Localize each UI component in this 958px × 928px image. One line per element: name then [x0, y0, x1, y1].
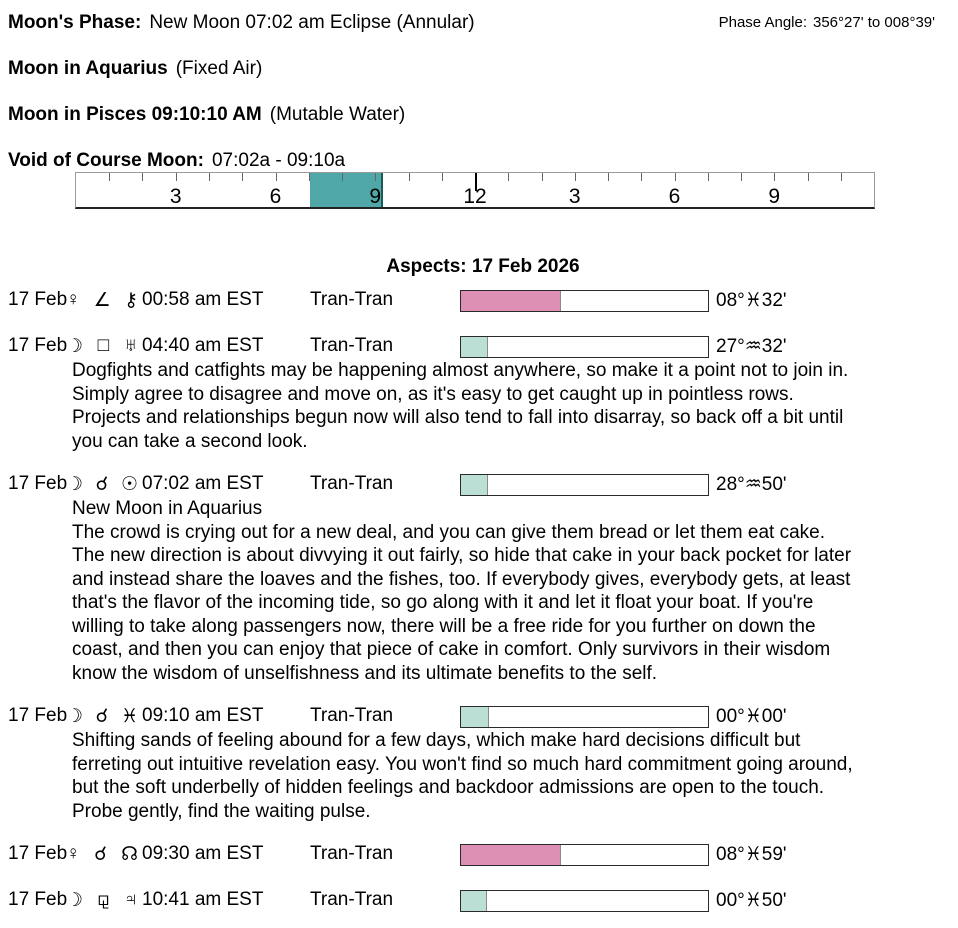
hour-tick [841, 173, 842, 181]
aspect-time: 10:41 am EST [142, 889, 264, 910]
aspect-note-line: Dogfights and catfights may be happening almost anywhere, so make it a point not to join in. [72, 360, 849, 381]
phase-angle [719, 14, 935, 31]
aspect-row [8, 843, 958, 865]
aspect-strength-bar-fill [461, 707, 489, 727]
uranus-glyph: ♅ [123, 335, 138, 356]
aspect-date: 17 Feb [8, 843, 68, 864]
aspect-position: 08°♓32' [716, 290, 787, 311]
aspect-strength-bar-fill [461, 845, 561, 865]
hour-label: 3 [568, 185, 581, 208]
chiron-glyph: ⚷ [124, 290, 138, 311]
hour-label: 9 [768, 185, 781, 208]
sun-glyph: ☉ [120, 474, 138, 495]
moon-sign-line-1 [8, 58, 958, 80]
aspect-note-line: Simply agree to disagree and move on, as it's easy to get caught up in pointless rows. [72, 383, 794, 405]
hour-tick [242, 173, 243, 181]
aspect-row [8, 705, 958, 823]
moon-glyph: ☽ [66, 474, 84, 495]
aspect-glyphs [66, 889, 138, 912]
aspect-chart-type: Tran-Tran [310, 289, 394, 310]
venus-glyph: ♀ [66, 843, 81, 864]
aspect-row [8, 289, 958, 311]
moon-sign-2-label: Moon in Pisces 09:10:10 AM [8, 104, 262, 125]
conjunction-glyph: ☌ [94, 844, 108, 865]
aspect-strength-bar-fill [461, 891, 487, 911]
hour-tick [708, 173, 709, 181]
hour-tick [641, 173, 642, 181]
voc-timeline [75, 172, 875, 209]
aspect-time: 04:40 am EST [142, 335, 264, 356]
moon-glyph: ☽ [66, 336, 84, 357]
square-glyph: □ [97, 335, 110, 356]
moons-phase-label: Moon's Phase: [8, 12, 142, 33]
aspect-date: 17 Feb [8, 705, 68, 726]
aspect-glyphs [66, 843, 138, 866]
aspect-time: 09:30 am EST [142, 843, 264, 864]
aspect-note-line: New Moon in Aquarius [72, 498, 263, 519]
hour-tick [608, 173, 609, 181]
aspect-chart-type: Tran-Tran [310, 843, 394, 864]
moon-sign-1-value: (Fixed Air) [175, 58, 263, 79]
aspect-strength-bar [460, 474, 709, 496]
aspect-strength-bar [460, 706, 709, 728]
voc-value: 07:02a - 09:10a [211, 150, 346, 171]
aspect-strength-bar [460, 290, 709, 312]
phase-angle-label: Phase Angle: [718, 14, 807, 31]
aspect-chart-type: Tran-Tran [310, 889, 394, 910]
aspect-time: 07:02 am EST [142, 473, 264, 494]
aspect-strength-bar [460, 336, 709, 358]
aspect-strength-bar [460, 844, 709, 866]
aspect-note-line: coast, and then you can enjoy that piece of cake in comfort. Only survivors in their wisdom [72, 639, 831, 660]
hour-tick [209, 173, 210, 181]
aspect-rows-container [8, 289, 958, 911]
aspect-glyphs [66, 705, 138, 728]
hour-tick [675, 173, 676, 181]
aspect-glyphs [66, 473, 138, 496]
aspect-row [8, 473, 958, 685]
sesquiquadrate-glyph: ⚼ [96, 889, 110, 910]
hour-tick [342, 173, 343, 181]
hour-tick [442, 173, 443, 181]
aspect-strength-bar [460, 890, 709, 912]
hour-label: 3 [169, 185, 182, 208]
aspect-note-line: and instead share the loaves and the fishes, too. If everybody gives, everybody gets, at least [72, 568, 851, 590]
venus-glyph: ♀ [66, 289, 81, 310]
conjunction-glyph: ☌ [95, 706, 109, 727]
aspect-line [8, 889, 958, 911]
aspect-time: 09:10 am EST [142, 705, 264, 726]
aspect-position: 08°♓59' [716, 844, 787, 865]
aspect-position: 28°♒50' [716, 474, 787, 495]
voc-label: Void of Course Moon: [8, 150, 204, 171]
aspect-line [8, 705, 958, 727]
hour-tick [309, 173, 310, 181]
aspect-chart-type: Tran-Tran [310, 473, 394, 494]
aspect-position: 27°♒32' [716, 336, 787, 357]
hour-tick [409, 173, 410, 181]
pisces-glyph: ♓ [120, 706, 138, 727]
aspect-strength-bar-fill [461, 291, 561, 311]
aspect-note-line: know the wisdom of unselfishness and its ultimate benefits to the self. [72, 662, 658, 684]
aspect-note-line: but the soft underbelly of hidden feelings and backdoor admissions are open to the touch. [72, 777, 825, 798]
aspect-note-line: The crowd is crying out for a new deal, and you can give them bread or let them eat cake. [72, 521, 826, 543]
hour-label: 6 [668, 185, 681, 208]
aspect-glyphs [66, 289, 138, 312]
aspect-note-line: The new direction is about divvying it out fairly, so hide that cake in your back pocket for later [72, 545, 852, 566]
aspect-note-line: Projects and relationships begun now will also tend to fall into disarray, so back off a bit until [72, 407, 844, 428]
aspect-note-line: that's the flavor of the incoming tide, so go along with it and let it float your boat. If you're [72, 592, 814, 613]
aspect-note-line: Probe gently, find the waiting pulse. [72, 800, 371, 822]
voc-line [8, 150, 958, 172]
aspects-title: Aspects: 17 Feb 2026 [386, 256, 580, 277]
hour-label: 9 [369, 185, 382, 208]
aspect-position: 00°♓00' [716, 706, 787, 727]
hour-tick [109, 173, 110, 181]
aspect-row [8, 889, 958, 911]
aspect-date: 17 Feb [8, 473, 68, 494]
aspect-date: 17 Feb [8, 889, 68, 910]
aspect-chart-type: Tran-Tran [310, 335, 394, 356]
aspect-notes [72, 729, 958, 823]
hour-tick [375, 173, 376, 181]
phase-angle-value: 356°27' to 008°39' [813, 14, 935, 31]
aspect-note-line: ferreting out intuitive revelation easy. You won't find so much hard commitment going around, [72, 753, 853, 775]
moon-glyph: ☽ [66, 890, 84, 911]
hour-tick [176, 173, 177, 181]
aspect-strength-bar-fill [461, 337, 488, 357]
aspect-row [8, 335, 958, 453]
aspect-time: 00:58 am EST [142, 289, 264, 310]
aspect-date: 17 Feb [8, 335, 68, 356]
aspect-glyphs [66, 335, 138, 358]
aspect-line [8, 335, 958, 357]
hour-label: 12 [463, 185, 487, 208]
aspect-position: 00°♓50' [716, 890, 787, 911]
aspect-notes [72, 497, 958, 685]
aspect-line [8, 289, 958, 311]
aspect-notes [72, 359, 958, 453]
hour-label: 6 [269, 185, 282, 208]
hour-tick [774, 173, 775, 181]
hour-tick [575, 173, 576, 181]
hour-tick [508, 173, 509, 181]
moon-sign-2-value: (Mutable Water) [269, 104, 406, 125]
moon-glyph: ☽ [66, 706, 84, 727]
aspect-line [8, 843, 958, 865]
hour-tick [276, 173, 277, 181]
hour-tick [142, 173, 143, 181]
north-node-glyph: ☊ [121, 844, 138, 865]
aspect-note-line: Shifting sands of feeling abound for a few days, which make hard decisions difficult but [72, 730, 801, 751]
aspect-note-line: you can take a second look. [72, 430, 308, 452]
jupiter-glyph: ♃ [123, 889, 138, 910]
moon-sign-line-2 [8, 104, 958, 126]
hour-tick [808, 173, 809, 181]
aspect-date: 17 Feb [8, 289, 68, 310]
aspect-note-line: willing to take along passengers now, there will be a free ride for you further on down the [72, 615, 816, 637]
conjunction-glyph: ☌ [95, 474, 109, 495]
hour-tick [542, 173, 543, 181]
aspect-line [8, 473, 958, 495]
hour-tick [741, 173, 742, 181]
moons-phase-value: New Moon 07:02 am Eclipse (Annular) [149, 12, 475, 33]
moon-sign-1-label: Moon in Aquarius [8, 58, 168, 79]
aspect-strength-bar-fill [461, 475, 488, 495]
semisquare-glyph: ∠ [93, 290, 111, 311]
aspect-chart-type: Tran-Tran [310, 705, 394, 726]
